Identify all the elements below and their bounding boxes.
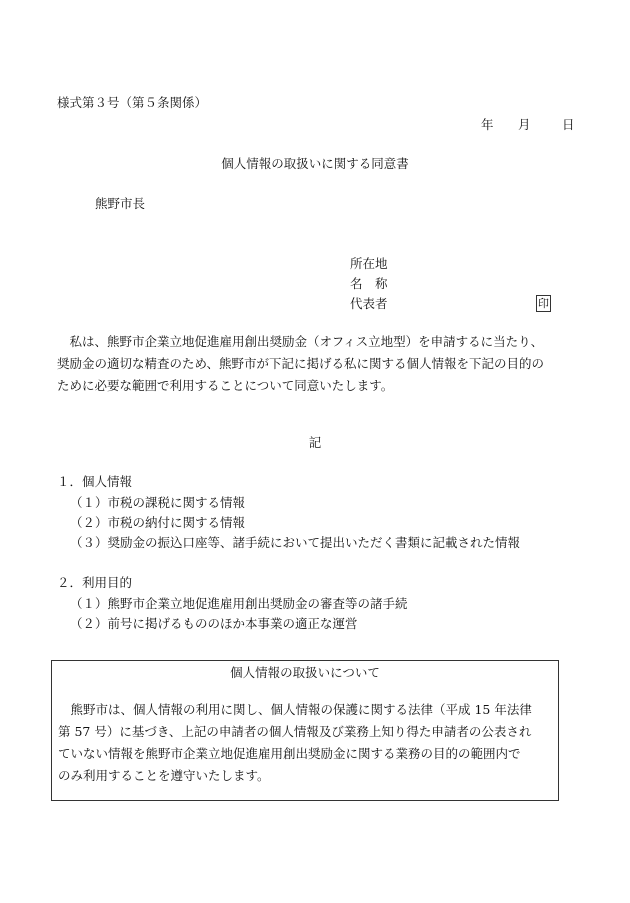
applicant-representative-label: 代表者 (350, 296, 388, 311)
privacy-notice-box (51, 660, 559, 801)
notice-line: 第 57 号）に基づき、上記の申請者の個人情報及び業務上知り得た申請者の公表され (58, 724, 532, 739)
date-day-label: 日 (562, 117, 575, 132)
addressee: 熊野市長 (95, 196, 146, 211)
consent-line: ために必要な範囲で利用することについて同意いたします。 (57, 378, 394, 393)
consent-line: 私は、熊野市企業立地促進雇用創出奨励金（オフィス立地型）を申請するに当たり、 (57, 334, 544, 349)
notice-line: 熊野市は、個人情報の利用に関し、個人情報の保護に関する法律（平成 15 年法律 (58, 702, 532, 717)
section-item: （１）市税の課税に関する情報 (70, 495, 246, 510)
section-heading-personal-info: １．個人情報 (57, 474, 133, 489)
date-year-label: 年 (481, 117, 494, 132)
ki-heading: 記 (308, 435, 322, 450)
consent-line: 奨励金の適切な精査のため、熊野市が下記に掲げる私に関する個人情報を下記の目的の (57, 356, 545, 371)
notice-line: のみ利用することを遵守いたします。 (58, 768, 270, 783)
consent-paragraph (57, 331, 577, 397)
seal-mark (536, 295, 551, 312)
notice-line: ていない情報を熊野市企業立地促進雇用創出奨励金に関する業務の目的の範囲内で (58, 746, 521, 761)
section-item: （３）奨励金の振込口座等、諸手続において提出いただく書類に記載された情報 (70, 535, 521, 550)
date-month-label: 月 (518, 117, 531, 132)
applicant-address-label: 所在地 (350, 256, 388, 271)
notice-paragraph (58, 699, 556, 787)
section-item: （１）熊野市企業立地促進雇用創出奨励金の審査等の諸手続 (70, 596, 408, 611)
applicant-name-label: 名 称 (350, 276, 388, 291)
section-item: （２）前号に掲げるもののほか本事業の適正な運営 (70, 616, 358, 631)
seal-label: 印 (538, 297, 549, 310)
section-heading-purpose: ２．利用目的 (57, 575, 133, 590)
section-item: （２）市税の納付に関する情報 (70, 515, 246, 530)
document-title: 個人情報の取扱いに関する同意書 (221, 156, 409, 171)
form-number: 様式第３号（第５条関係） (57, 95, 208, 110)
notice-title: 個人情報の取扱いについて (230, 665, 380, 680)
